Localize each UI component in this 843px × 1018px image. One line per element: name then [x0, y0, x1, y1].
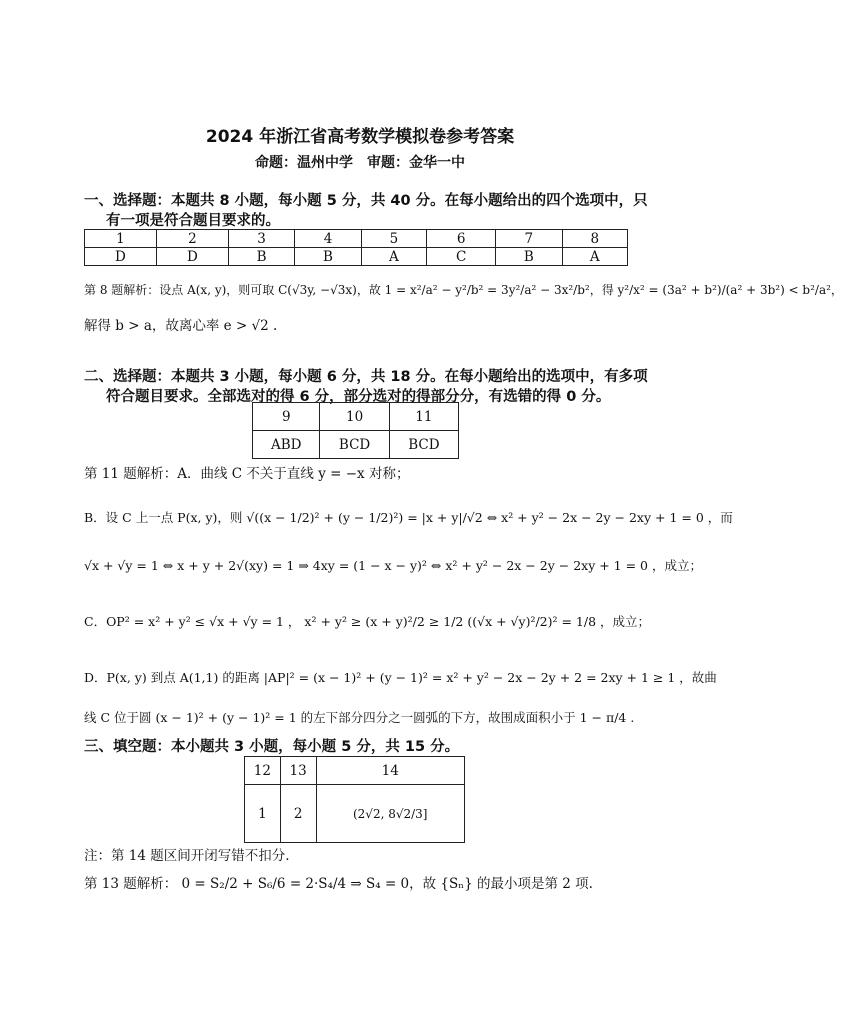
section2-heading-line1: 二、选择题：本题共 3 小题，每小题 6 分，共 18 分。在每小题给出的选项中，有多项 [84, 369, 648, 385]
table-cell: 8 [562, 230, 627, 248]
table-cell: 2 [156, 230, 228, 248]
table-cell: ABD [253, 431, 320, 459]
table-cell: BCD [389, 431, 458, 459]
table-cell: 1 [85, 230, 157, 248]
page-subtitle: 命题：温州中学 审题：金华一中 [255, 155, 465, 171]
table-cell: 7 [496, 230, 562, 248]
table-cell: 6 [427, 230, 496, 248]
q11-solution-b-line2: √x + √y = 1 ⇔ x + y + 2√(xy) = 1 ⇒ 4xy = (1 − x − y)² ⇔ x² + y² − 2x − 2y − 2xy + 1 = 0 ，成立； [84, 558, 702, 573]
table-cell: 13 [280, 757, 316, 785]
q13-solution: 第 13 题解析： 0 = S₂/2 + S₆/6 = 2·S₄/4 ⇒ S₄ = 0，故 {Sₙ} 的最小项是第 2 项. [84, 876, 593, 892]
table-cell: 4 [295, 230, 361, 248]
section2-heading-line2: 符合题目要求。全部选对的得 6 分，部分选对的得部分分，有选错的得 0 分。 [106, 389, 611, 405]
table-cell: B [228, 248, 294, 266]
page-title: 2024 年浙江省高考数学模拟卷参考答案 [205, 127, 515, 147]
table-cell: 1 [245, 785, 281, 843]
q11-solution-d-line2: 线 C 位于圆 (x − 1)² + (y − 1)² = 1 的左下部分四分之一圆弧的下方，故围成面积小于 1 − π/4 . [84, 710, 635, 725]
table-cell: B [295, 248, 361, 266]
table-cell: 3 [228, 230, 294, 248]
q11-solution-d-line1: D．P(x, y) 到点 A(1,1) 的距离 |AP|² = (x − 1)² + (y − 1)² = x² + y² − 2x − 2y + 2 = 2xy + 1 ≥ 1 ，故曲 [84, 670, 717, 685]
q11-solution-a: 第 11 题解析：A．曲线 C 不关于直线 y = −x 对称； [84, 466, 410, 482]
section3-heading: 三、填空题：本小题共 3 小题，每小题 5 分，共 15 分。 [84, 739, 460, 755]
table-cell: D [85, 248, 157, 266]
q11-solution-c: C．OP² = x² + y² ≤ √x + √y = 1 ， x² + y² ≥ (x + y)²/2 ≥ 1/2 ((√x + √y)²/2)² = 1/8 ，成立； [84, 614, 651, 629]
section1-heading-line2: 有一项是符合题目要求的。 [106, 213, 280, 229]
table-cell: BCD [320, 431, 389, 459]
table-row [245, 785, 465, 843]
table-row [253, 431, 459, 459]
table-cell: 11 [389, 403, 458, 431]
table-cell: 2 [280, 785, 316, 843]
section3-note: 注：第 14 题区间开闭写错不扣分. [84, 848, 290, 864]
section2-answer-table [252, 402, 459, 459]
table-cell: 12 [245, 757, 281, 785]
table-cell: D [156, 248, 228, 266]
section1-heading-line1: 一、选择题：本题共 8 小题，每小题 5 分，共 40 分。在每小题给出的四个选项中，只 [84, 193, 648, 209]
table-cell: 10 [320, 403, 389, 431]
table-row [85, 248, 628, 266]
table-row [245, 757, 465, 785]
table-cell: A [361, 248, 426, 266]
table-cell: 14 [316, 757, 465, 785]
table-cell: (2√2, 8√2/3] [316, 785, 465, 843]
q8-solution-line1: 第 8 题解析：设点 A(x, y)，则可取 C(√3y, −√3x)，故 1 = x²/a² − y²/b² = 3y²/a² − 3x²/b²，得 y²/x² = (3a² + b²)/(a² + 3b²) < b²/a²， [84, 283, 843, 297]
table-cell: 9 [253, 403, 320, 431]
table-cell: 5 [361, 230, 426, 248]
q8-solution-line2: 解得 b > a，故离心率 e > √2 . [84, 318, 278, 334]
table-cell: A [562, 248, 627, 266]
table-cell: B [496, 248, 562, 266]
section1-answer-table [84, 229, 628, 266]
table-row [253, 403, 459, 431]
table-cell: C [427, 248, 496, 266]
table-row [85, 230, 628, 248]
section3-answer-table [244, 756, 465, 843]
q11-solution-b-line1: B．设 C 上一点 P(x, y)，则 √((x − 1/2)² + (y − 1/2)²) = |x + y|/√2 ⇔ x² + y² − 2x − 2y − 2xy + 1 = 0 ，而 [84, 510, 733, 525]
